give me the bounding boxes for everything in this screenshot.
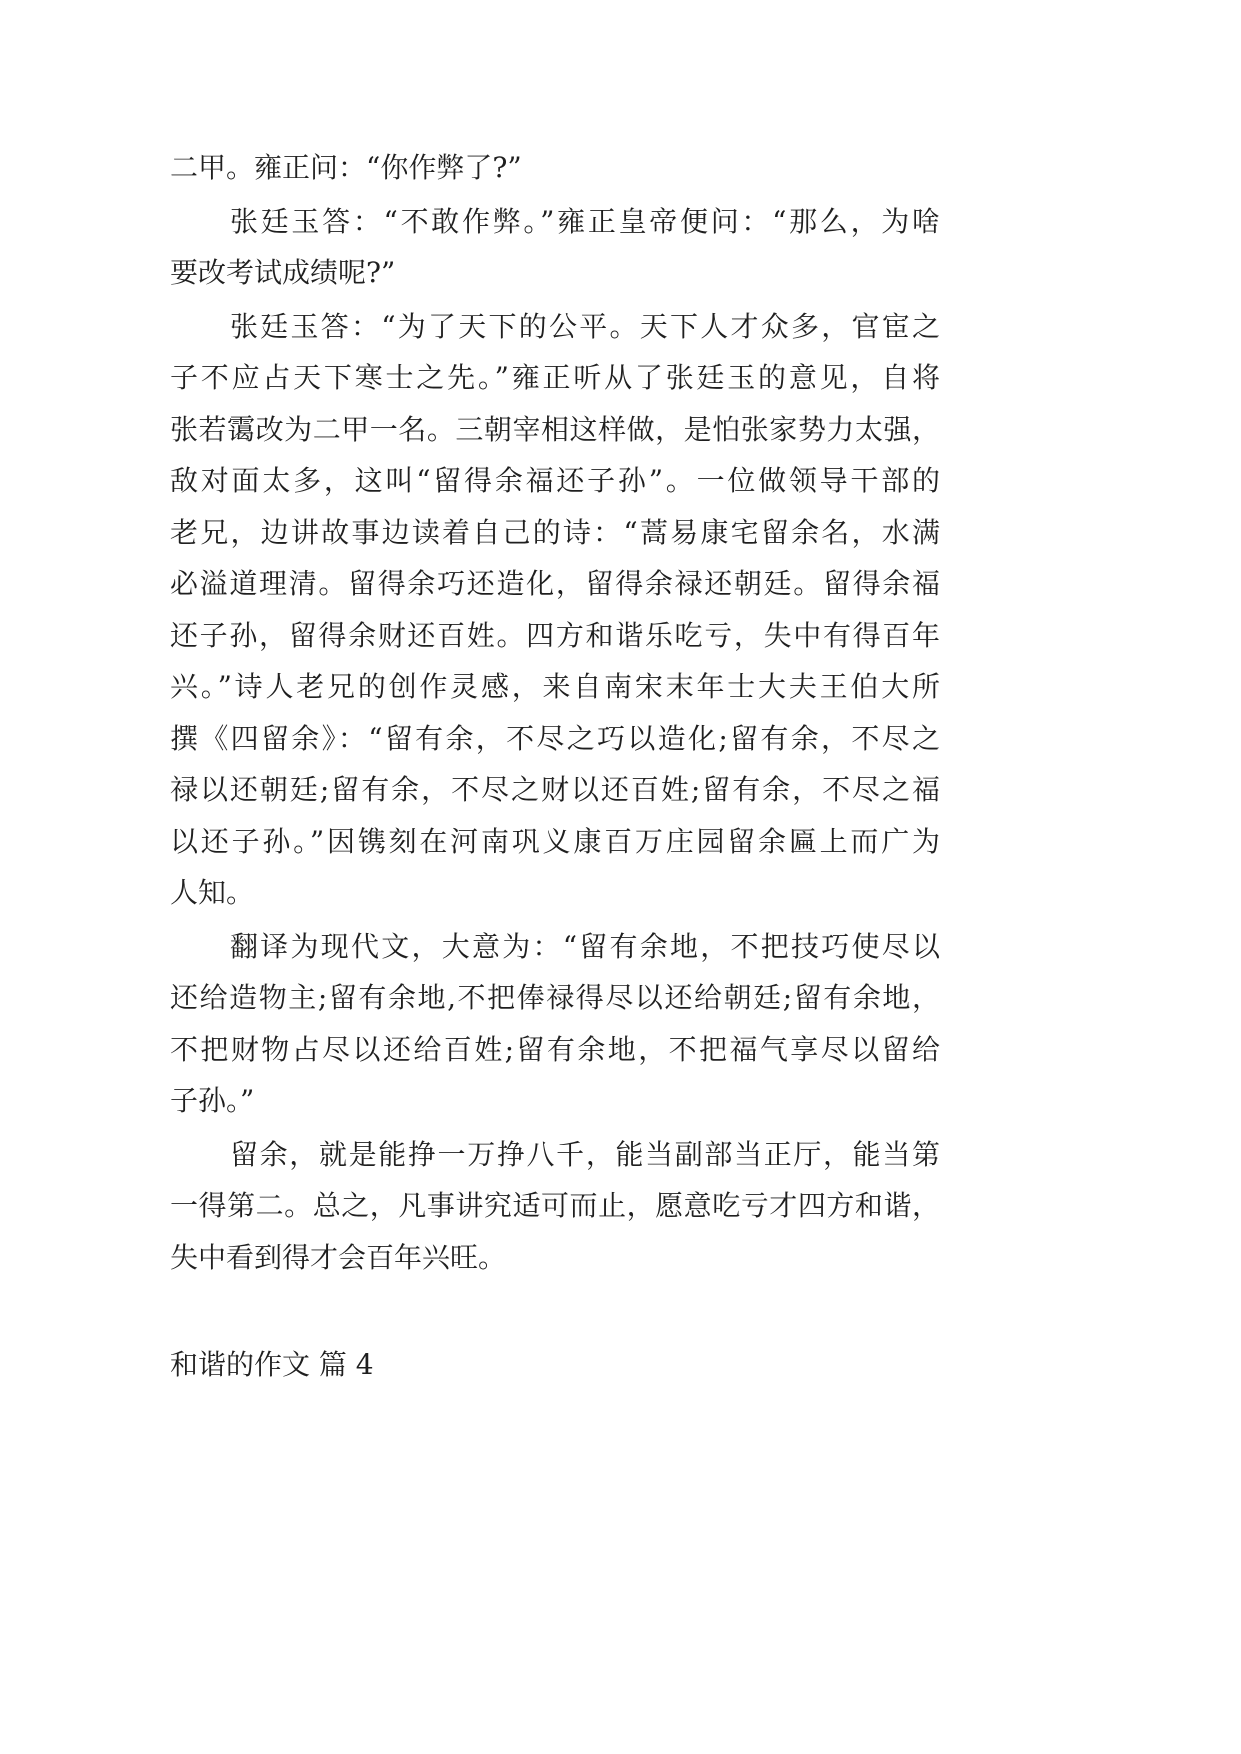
text-line: 还子孙，留得余财还百姓。四方和谐乐吃亏，失中有得百年 bbox=[170, 618, 940, 652]
paragraph bbox=[170, 196, 940, 299]
text-line: 以还子孙。”因镌刻在河南巩义康百万庄园留余匾上而广为 bbox=[170, 824, 940, 858]
text-line: 敌对面太多，这叫“留得余福还子孙”。一位做领导干部的 bbox=[170, 464, 940, 497]
text-line: 兴。”诗人老兄的创作灵感，来自南宋末年士大夫王伯大所 bbox=[170, 670, 940, 703]
text-line: 一得第二。总之，凡事讲究适可而止，愿意吃亏才四方和谐， bbox=[170, 1189, 940, 1222]
text-line: 张廷玉答：“不敢作弊。”雍正皇帝便问：“那么，为啥 bbox=[230, 204, 940, 238]
text-line: 留余，就是能挣一万挣八千，能当副部当正厅，能当第 bbox=[230, 1137, 940, 1171]
text-line: 人知。 bbox=[170, 876, 255, 909]
text-line: 失中看到得才会百年兴旺。 bbox=[170, 1240, 507, 1274]
text-line: 子不应占天下寒士之先。”雍正听从了张廷玉的意见，自将 bbox=[170, 361, 940, 394]
body-text bbox=[170, 142, 940, 1391]
text-line: 要改考试成绩呢?” bbox=[170, 256, 396, 289]
paragraph bbox=[170, 142, 940, 194]
section-heading: 和谐的作文 篇 4 bbox=[170, 1348, 374, 1381]
text-line: 禄以还朝廷;留有余，不尽之财以还百姓;留有余，不尽之福 bbox=[170, 773, 940, 806]
paragraph bbox=[170, 301, 940, 919]
text-line: 二甲。雍正问：“你作弊了?” bbox=[170, 151, 522, 184]
paragraph bbox=[170, 921, 940, 1127]
text-line: 不把财物占尽以还给百姓;留有余地，不把福气享尽以留给 bbox=[170, 1032, 940, 1066]
text-line: 子孙。” bbox=[170, 1084, 255, 1117]
paragraph bbox=[170, 1129, 940, 1284]
text-line: 翻译为现代文，大意为：“留有余地，不把技巧使尽以 bbox=[230, 929, 940, 963]
text-line: 老兄，边讲故事边读着自己的诗：“蒿易康宅留余名，水满 bbox=[170, 515, 940, 549]
text-line: 必溢道理清。留得余巧还造化，留得余禄还朝廷。留得余福 bbox=[170, 567, 940, 600]
text-line: 还给造物主;留有余地,不把俸禄得尽以还给朝廷;留有余地， bbox=[170, 981, 940, 1014]
text-line: 张廷玉答：“为了天下的公平。天下人才众多，官宦之 bbox=[230, 309, 940, 343]
text-line: 撰《四留余》：“留有余，不尽之巧以造化;留有余，不尽之 bbox=[170, 721, 940, 755]
text-line: 张若霭改为二甲一名。三朝宰相这样做，是怕张家势力太强， bbox=[170, 412, 940, 446]
